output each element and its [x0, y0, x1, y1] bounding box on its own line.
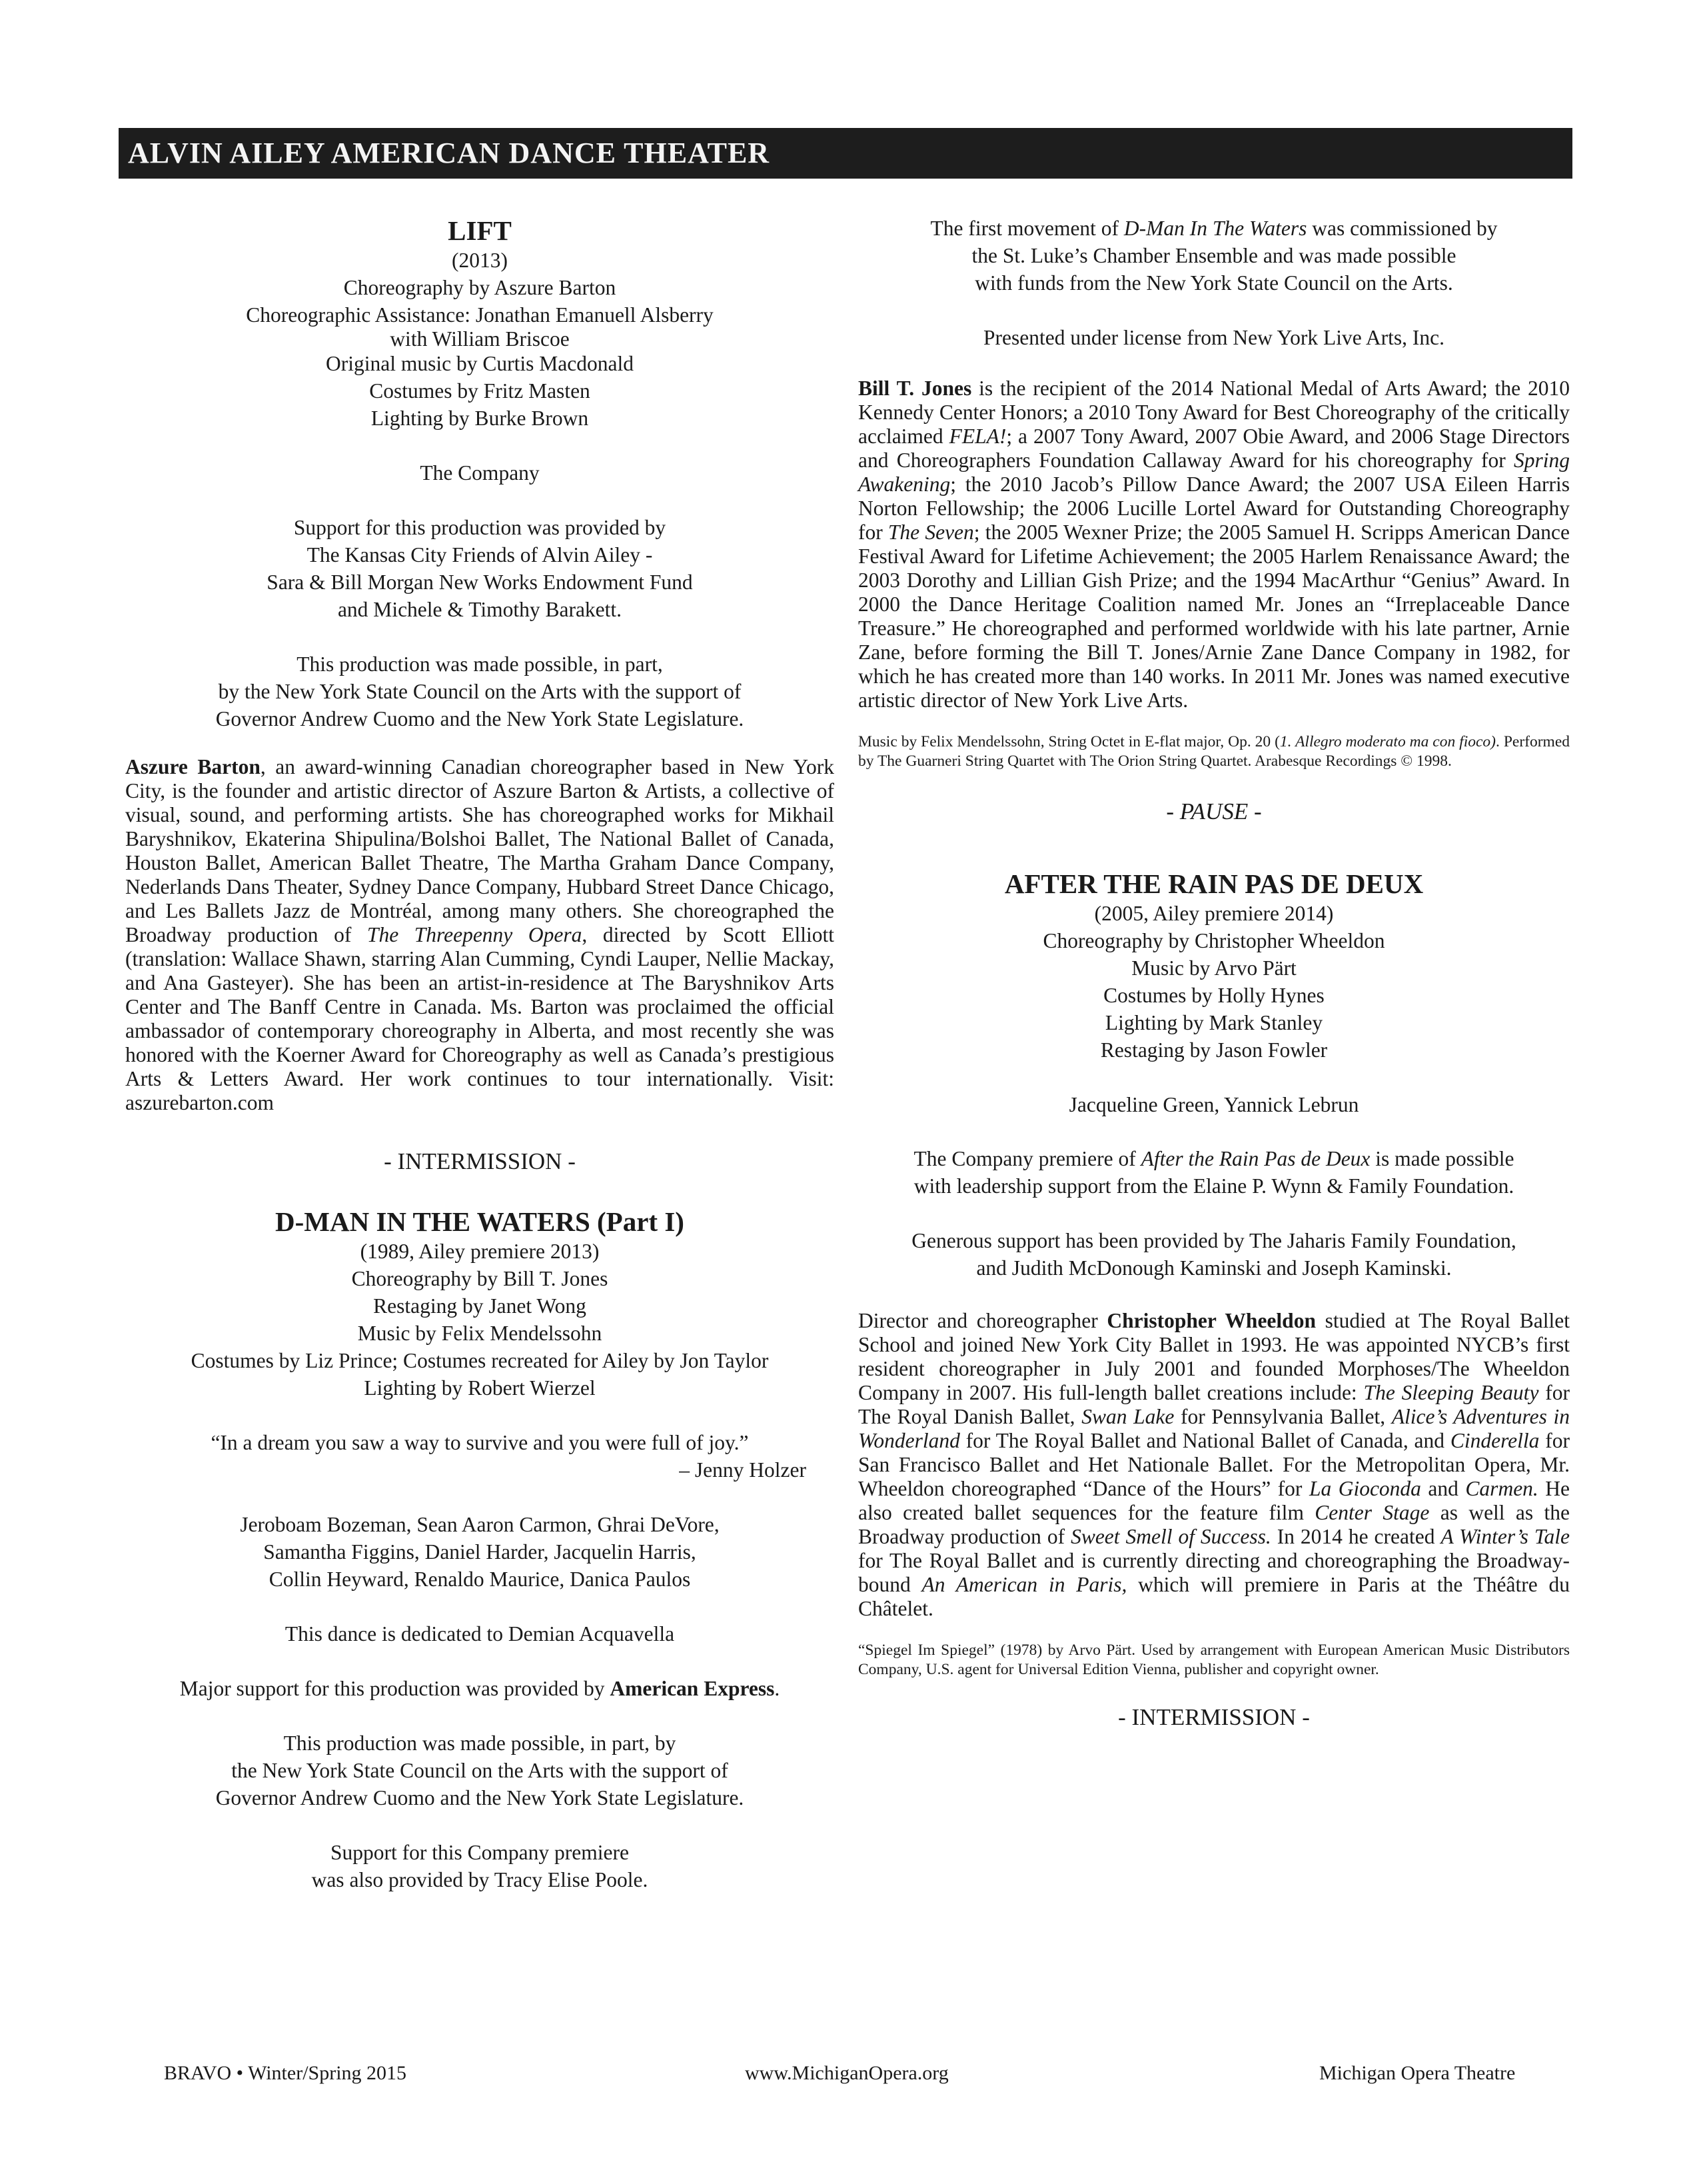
footer-organization: Michigan Opera Theatre: [1319, 2062, 1516, 2084]
lift-support-line: The Kansas City Friends of Alvin Ailey -: [306, 543, 653, 566]
dman-quote: “In a dream you saw a way to survive and you were full of joy.”: [211, 1431, 749, 1454]
pause-label: - PAUSE -: [1166, 798, 1262, 824]
lift-title: LIFT: [448, 215, 512, 246]
dman-premiere-support: Support for this Company premiere: [330, 1841, 629, 1864]
rain-credit: Restaging by Jason Fowler: [1100, 1038, 1328, 1062]
dman-year: (1989, Ailey premiere 2013): [360, 1240, 600, 1263]
dman-title: D-MAN IN THE WATERS (Part I): [275, 1206, 684, 1237]
header-banner: ALVIN AILEY AMERICAN DANCE THEATER: [119, 128, 1572, 179]
dman-credit: Music by Felix Mendelssohn: [357, 1322, 602, 1345]
dman-quote-author: – Jenny Holzer: [679, 1458, 806, 1482]
left-column: [125, 215, 834, 1893]
rain-generous-line: Generous support has been provided by The Jaharis Family Foundation,: [911, 1229, 1516, 1252]
wheeldon-bio: Director and choreographer Christopher Wheeldon studied at The Royal Ballet School and joined New York City Ballet in 1993. He was appointed NYCB’s first resident choreographer in July 2001 and founded Morphoses/The Wheeldon Company in 2007. His full-length ballet creations include: The Sleeping Beauty for The Royal Danish Ballet, Swan Lake for Pennsylvania Ballet, Alice’s Adventures in Wonderland for The Royal Ballet and National Ballet of Canada, and Cinderella for San Francisco Ballet and Het Nationale Ballet. For the Metropolitan Opera, Mr. Wheeldon choreographed “Dance of the Hours” for La Gioconda and Carmen. He also created ballet sequences for the feature film Center Stage as well as the Broadway production of Sweet Smell of Success. In 2014 he created A Winter’s Tale for The Royal Ballet and is currently directing and choreographing the Broadway-bound An American in Paris, which will premiere in Paris at the Théâtre du Châtelet.: [858, 1309, 1570, 1620]
footer-website[interactable]: www.MichiganOpera.org: [745, 2062, 949, 2084]
rain-generous-line: and Judith McDonough Kaminski and Joseph Kaminski.: [976, 1256, 1452, 1280]
lift-nysca-line: Governor Andrew Cuomo and the New York State Legislature.: [215, 707, 744, 730]
rain-credit: Costumes by Holly Hynes: [1103, 984, 1325, 1007]
dman-credit: Lighting by Robert Wierzel: [364, 1376, 596, 1400]
lift-nysca-line: by the New York State Council on the Arts with the support of: [218, 680, 742, 703]
dman-credit: Restaging by Janet Wong: [373, 1294, 586, 1318]
lift-credit: Lighting by Burke Brown: [370, 407, 589, 430]
lift-support-line: Support for this production was provided by: [293, 516, 666, 539]
dman-commission: The first movement of D-Man In The Waters was commissioned by: [930, 217, 1498, 240]
lift-year: (2013): [452, 249, 508, 272]
lift-nysca-line: This production was made possible, in part,: [296, 652, 663, 676]
lift-credit: Original music by Curtis Macdonald: [326, 352, 634, 375]
dman-nysca-line: This production was made possible, in part, by: [283, 1731, 676, 1755]
intermission-label: - INTERMISSION -: [384, 1148, 576, 1174]
intermission-label: - INTERMISSION -: [1118, 1704, 1310, 1730]
rain-credit: Choreography by Christopher Wheeldon: [1043, 929, 1385, 952]
lift-cast: The Company: [420, 461, 540, 485]
dman-music-note: Music by Felix Mendelssohn, String Octet in E-flat major, Op. 20 (1. Allegro moderato ma con fioco). Performed by The Guarneri String Quartet with The Orion String Quartet. Arabesque Recordings © 1998.: [858, 733, 1570, 770]
lift-credit: Choreography by Aszure Barton: [343, 276, 616, 299]
dman-nysca-line: Governor Andrew Cuomo and the New York State Legislature.: [215, 1786, 744, 1809]
lift-credit: Costumes by Fritz Masten: [369, 379, 590, 403]
bio-name: Christopher Wheeldon: [1107, 1309, 1316, 1332]
dman-premiere-support: was also provided by Tracy Elise Poole.: [311, 1868, 648, 1891]
rain-premiere: The Company premiere of After the Rain Pas de Deux is made possible: [913, 1147, 1514, 1170]
bio-name: Aszure Barton: [125, 755, 261, 778]
dman-dedication: This dance is dedicated to Demian Acquavella: [284, 1622, 675, 1645]
dman-cast-line: Jeroboam Bozeman, Sean Aaron Carmon, Ghrai DeVore,: [240, 1513, 720, 1536]
rain-credit: Lighting by Mark Stanley: [1105, 1011, 1323, 1034]
dman-credit: Costumes by Liz Prince; Costumes recreated for Ailey by Jon Taylor: [191, 1349, 769, 1372]
lift-support-line: Sara & Bill Morgan New Works Endowment Fund: [267, 570, 693, 594]
dman-commission-line: the St. Luke’s Chamber Ensemble and was made possible: [971, 244, 1456, 267]
lift-credit: with William Briscoe: [390, 327, 570, 351]
rain-premiere-line: with leadership support from the Elaine P. Wynn & Family Foundation.: [913, 1174, 1514, 1198]
dman-nysca-line: the New York State Council on the Arts with the support of: [231, 1759, 728, 1782]
lift-support-line: and Michele & Timothy Barakett.: [337, 598, 622, 621]
rain-music-note: “Spiegel Im Spiegel” (1978) by Arvo Pärt. Used by arrangement with European American Music Distributors Company, U.S. agent for Universal Edition Vienna, publisher and copyright owner.: [858, 1641, 1570, 1678]
lift-credit: Choreographic Assistance: Jonathan Emanuell Alsberry: [246, 303, 714, 327]
footer-publication: BRAVO • Winter/Spring 2015: [164, 2062, 407, 2084]
jones-bio: Bill T. Jones is the recipient of the 2014 National Medal of Arts Award; the 2010 Kennedy Center Honors; a 2010 Tony Award for Best Choreography of the critically acclaimed FELA!; a 2007 Tony Award, 2007 Obie Award, and 2006 Stage Directors and Choreographers Foundation Callaway Award for his choreography for Spring Awakening; the 2010 Jacob’s Pillow Dance Award; the 2007 USA Eileen Harris Norton Fellowship; the 2006 Lucille Lortel Award for Outstanding Choreography for The Seven; the 2005 Wexner Prize; the 2005 Samuel H. Scripps American Dance Festival Award for Lifetime Achievement; the 2005 Harlem Renaissance Award; the 2003 Dorothy and Lillian Gish Prize; and the 1994 MacArthur “Genius” Award. In 2000 the Dance Heritage Coalition named Mr. Jones an “Irreplaceable Dance Treasure.” He choreographed and performed worldwide with his late partner, Arnie Zane, before forming the Bill T. Jones/Arnie Zane Dance Company in 1982, for which he has created more than 140 works. In 2011 Mr. Jones was named executive artistic director of New York Live Arts.: [858, 377, 1570, 712]
rain-year: (2005, Ailey premiere 2014): [1094, 902, 1334, 925]
dman-cast-line: Collin Heyward, Renaldo Maurice, Danica Paulos: [269, 1568, 691, 1591]
dman-cast-line: Samantha Figgins, Daniel Harder, Jacquelin Harris,: [263, 1540, 696, 1564]
dman-major-support: Major support for this production was provided by American Express.: [179, 1677, 780, 1700]
dman-credit: Choreography by Bill T. Jones: [351, 1267, 608, 1290]
bio-name: Bill T. Jones: [858, 377, 972, 400]
dman-license: Presented under license from New York Live Arts, Inc.: [983, 326, 1444, 349]
right-column: [858, 215, 1570, 1732]
dman-commission-line: with funds from the New York State Council on the Arts.: [975, 271, 1453, 295]
rain-cast: Jacqueline Green, Yannick Lebrun: [1069, 1093, 1359, 1116]
barton-bio: Aszure Barton, an award-winning Canadian choreographer based in New York City, is the founder and artistic director of Aszure Barton & Artists, a collective of visual, sound, and performing artists. She has choreographed works for Mikhail Baryshnikov, Ekaterina Shipulina/Bolshoi Ballet, The National Ballet of Canada, Houston Ballet, American Ballet Theatre, The Martha Graham Dance Company, Nederlands Dans Theater, Sydney Dance Company, Hubbard Street Dance Chicago, and Les Ballets Jazz de Montréal, among many others. She choreographed the Broadway production of The Threepenny Opera, directed by Scott Elliott (translation: Wallace Shawn, starring Alan Cumming, Cyndi Lauper, Nellie Mackay, and Ana Gasteyer). She has been an artist-in-residence at The Baryshnikov Arts Center and The Banff Centre in Canada. Ms. Barton was proclaimed the official ambassador of contemporary choreography in Alberta, and most recently she was honored with the Koerner Award for Choreography as well as Canada’s prestigious Arts & Letters Award. Her work continues to tour internationally. Visit: aszurebarton.com: [125, 755, 835, 1114]
rain-credit: Music by Arvo Pärt: [1131, 956, 1297, 980]
rain-title: AFTER THE RAIN PAS DE DEUX: [1004, 868, 1424, 899]
